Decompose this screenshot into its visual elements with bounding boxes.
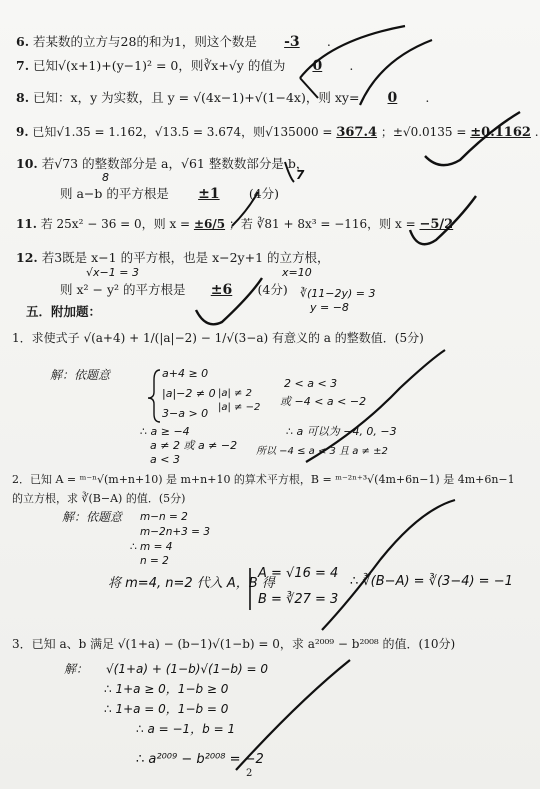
question-7: 7. 已知√(x+1)+(y−1)² = 0，则∛x+√y 的值为 0 . bbox=[16, 58, 354, 74]
page-number: 2 bbox=[246, 768, 253, 779]
question-10: 10. 若√73 的整数部分是 a，√61 整数数部分是 b， bbox=[16, 156, 309, 171]
work-line: a < 3 bbox=[150, 453, 180, 466]
work-line: |a|−2 ≠ 0 bbox=[162, 387, 216, 400]
work-line: ∴ 1+a ≥ 0，1−b ≥ 0 bbox=[104, 682, 229, 696]
work-line: a+4 ≥ 0 bbox=[162, 367, 209, 380]
work-line: 解：依题意 bbox=[62, 510, 123, 524]
question-9: 9. 已知√1.35 = 1.162，√13.5 = 3.674，则√135000 = 367.4 ；±√0.0135 = ±0.1162 . bbox=[16, 125, 539, 140]
work-line: ∴ a = −1，b = 1 bbox=[136, 722, 236, 736]
work-line: √(1+a) + (1−b)√(1−b) = 0 bbox=[106, 662, 269, 676]
extra-1-prompt: 1．求使式子 √(a+4) + 1/(|a|−2) − 1/√(3−a) 有意义的 a 的整数值．(5分) bbox=[12, 331, 424, 345]
extra-3-prompt: 3．已知 a、b 满足 √(1+a) − (b−1)√(1−b) = 0，求 a²⁰⁰⁹ − b²⁰⁰⁸ 的值．(10分) bbox=[12, 637, 456, 651]
work-line: a ≠ 2 或 a ≠ −2 bbox=[150, 439, 238, 452]
question-10-line2: 则 a−b 的平方根是 ±1 (4分) bbox=[60, 186, 280, 202]
note-10a: 8 bbox=[102, 171, 109, 184]
work-line: |a| ≠ 2 bbox=[218, 388, 252, 399]
question-6: 6. 若某数的立方与28的和为1，则这个数是 -3 . bbox=[16, 34, 331, 50]
note-12a: √x−1 = 3 bbox=[86, 266, 139, 279]
work-line: m−2n+3 = 3 bbox=[140, 526, 210, 538]
section-title: 五．附加题： bbox=[26, 304, 102, 319]
answer-11a: ±6/5 bbox=[193, 217, 226, 231]
answer-12: ±6 bbox=[210, 282, 233, 298]
work-line: 所以 −4 ≤ a < 3 且 a ≠ ±2 bbox=[256, 446, 388, 457]
work-line: ∴ ∛(B−A) = ∛(3−4) = −1 bbox=[350, 574, 513, 589]
question-12: 12. 若3既是 x−1 的平方根，也是 x−2y+1 的立方根， bbox=[16, 250, 330, 265]
work-line: ∴ a 可以为 −4, 0, −3 bbox=[286, 425, 397, 438]
answer-10: ±1 bbox=[198, 186, 220, 202]
question-8: 8. 已知：x，y 为实数，且 y = √(4x−1)+√(1−4x)，则 xy= 0 . bbox=[16, 90, 430, 106]
note-12c: ∛(11−2y) = 3 bbox=[300, 287, 376, 300]
answer-9a: 367.4 bbox=[336, 125, 378, 140]
answer-7: 0 bbox=[312, 58, 323, 74]
check-mark-icon bbox=[322, 500, 455, 630]
answer-11b: −5/2 bbox=[419, 217, 454, 232]
brace-icon bbox=[148, 370, 160, 422]
work-line: ∴ a ≥ −4 bbox=[140, 425, 190, 438]
note-10b: 7 bbox=[296, 168, 305, 182]
answer-9b: ±0.1162 bbox=[470, 125, 531, 140]
work-line: |a| ≠ −2 bbox=[218, 402, 261, 413]
extra-2-prompt: 2．已知 A = ᵐ⁻ⁿ√(m+n+10) 是 m+n+10 的算术平方根，B = ᵐ⁻²ⁿ⁺³√(4m+6n−1) 是 4m+6n−1 的立方根，求 ∛(B−A) 的值．(5分) bbox=[12, 473, 515, 505]
work-line: 3−a > 0 bbox=[162, 407, 209, 420]
work-line: A = √16 = 4 bbox=[258, 566, 339, 581]
work-line: ∴ m = 4 bbox=[130, 541, 173, 553]
work-line: 2 < a < 3 bbox=[284, 377, 338, 390]
question-12-line2: 则 x² − y² 的平方根是 ±6 (4分) bbox=[60, 282, 288, 298]
work-line: m−n = 2 bbox=[140, 511, 188, 523]
work-line: 或 −4 < a < −2 bbox=[280, 395, 367, 408]
work-line: 解：依题意 bbox=[50, 368, 111, 382]
work-line: 解： bbox=[64, 662, 89, 676]
note-12d: y = −8 bbox=[310, 301, 349, 314]
work-line: ∴ a²⁰⁰⁹ − b²⁰⁰⁸ = −2 bbox=[136, 752, 264, 767]
work-line: ∴ 1+a = 0，1−b = 0 bbox=[104, 702, 229, 716]
question-11: 11. 若 25x² − 36 = 0，则 x = ±6/5 ；若 ∛81 + 8x³ = −116，则 x = −5/2 bbox=[16, 217, 454, 232]
work-line: n = 2 bbox=[140, 555, 169, 567]
work-line: 将 m=4, n=2 代入 A，B 得 bbox=[108, 576, 275, 591]
note-12b: x=10 bbox=[282, 266, 312, 279]
answer-8: 0 bbox=[387, 90, 398, 106]
work-line: B = ∛27 = 3 bbox=[258, 592, 339, 607]
answer-6: -3 bbox=[284, 34, 300, 50]
